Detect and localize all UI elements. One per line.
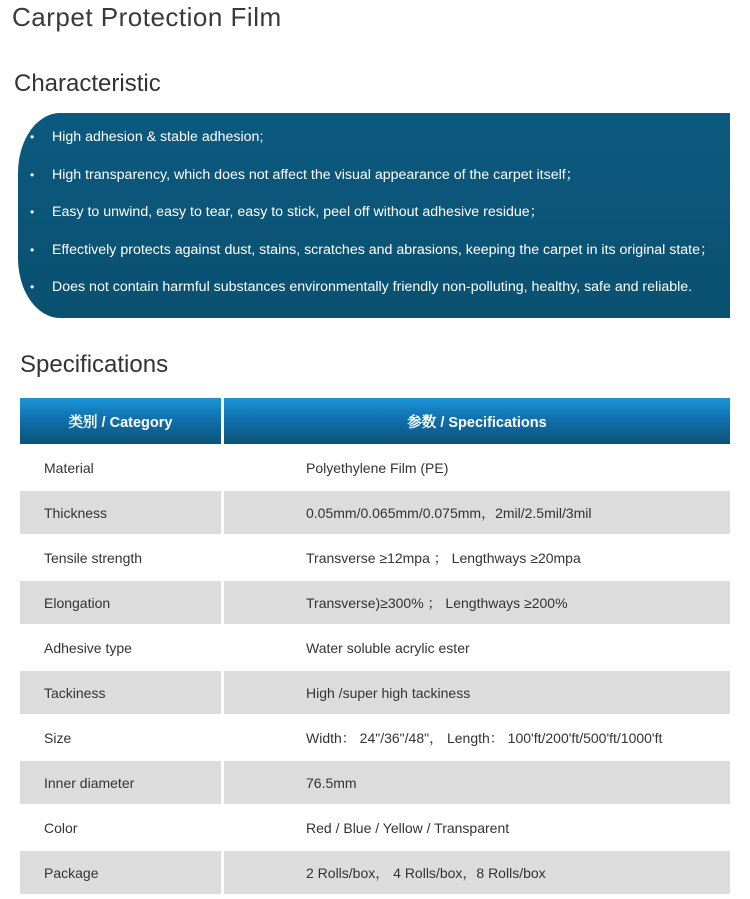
- bullet-icon: •: [30, 205, 35, 220]
- specifications-column-header: 参数 / Specifications: [224, 398, 730, 444]
- page-title: Carpet Protection Film: [12, 2, 282, 32]
- value-cell: High /super high tackiness: [224, 671, 730, 714]
- category-cell: Thickness: [20, 491, 221, 534]
- characteristic-item: [30, 240, 730, 278]
- bullet-icon: •: [30, 280, 35, 295]
- characteristic-item: [30, 165, 730, 203]
- table-row: [20, 851, 730, 894]
- category-cell: Adhesive type: [44, 639, 132, 656]
- category-cell: Tackiness: [20, 671, 221, 714]
- table-row: [20, 806, 730, 849]
- characteristic-text: High transparency, which does not affect the visual appearance of the carpet itself；: [52, 166, 580, 183]
- category-cell: Color: [44, 819, 78, 836]
- value-cell: 0.05mm/0.065mm/0.075mm，2mil/2.5mil/3mil: [224, 491, 730, 534]
- characteristic-item: [30, 277, 730, 315]
- category-column-header: 类别 / Category: [20, 398, 221, 444]
- table-row: [20, 671, 730, 714]
- category-cell: Inner diameter: [20, 761, 221, 804]
- value-cell: Polyethylene Film (PE): [306, 459, 449, 476]
- characteristic-item: [30, 127, 730, 165]
- value-cell: Width： 24"/36"/48"， Length： 100'ft/200'ft/500'ft/1000'ft: [306, 729, 663, 746]
- characteristic-panel: [18, 113, 730, 318]
- category-cell: Package: [20, 851, 221, 894]
- table-row: [20, 761, 730, 804]
- table-header-row: [20, 398, 730, 444]
- value-cell: Transverse)≥300% ； Lengthways ≥200%: [224, 581, 730, 624]
- bullet-icon: •: [30, 130, 35, 144]
- characteristic-text: Does not contain harmful substances environmentally friendly non-polluting, healthy, safe and reliable.: [52, 279, 693, 296]
- category-cell: Tensile strength: [44, 549, 143, 566]
- value-cell: 76.5mm: [224, 761, 730, 804]
- category-cell: Material: [44, 459, 94, 476]
- value-cell: 2 Rolls/box， 4 Rolls/box，8 Rolls/box: [224, 851, 730, 894]
- characteristic-list: [30, 127, 730, 315]
- table-row: [20, 581, 730, 624]
- category-cell: Elongation: [20, 581, 221, 624]
- table-row: [20, 536, 730, 579]
- bullet-icon: •: [30, 167, 35, 182]
- value-cell: Red / Blue / Yellow / Transparent: [306, 819, 510, 836]
- characteristic-text: Easy to unwind, easy to tear, easy to stick, peel off without adhesive residue；: [52, 204, 544, 221]
- category-cell: Size: [44, 729, 72, 746]
- specifications-heading: Specifications: [20, 351, 169, 378]
- specifications-table: [17, 396, 733, 896]
- table-row: [20, 626, 730, 669]
- characteristic-heading: Characteristic: [14, 70, 161, 97]
- characteristic-item: [30, 202, 730, 240]
- table-row: [20, 446, 730, 489]
- value-cell: Transverse ≥12mpa ； Lengthways ≥20mpa: [306, 549, 581, 566]
- value-cell: Water soluble acrylic ester: [306, 639, 470, 656]
- characteristic-text: Effectively protects against dust, stains, scratches and abrasions, keeping the carpet in its original state；: [52, 241, 715, 258]
- bullet-icon: •: [30, 242, 35, 257]
- characteristic-text: High adhesion & stable adhesion;: [52, 129, 264, 145]
- table-row: [20, 716, 730, 759]
- table-row: [20, 491, 730, 534]
